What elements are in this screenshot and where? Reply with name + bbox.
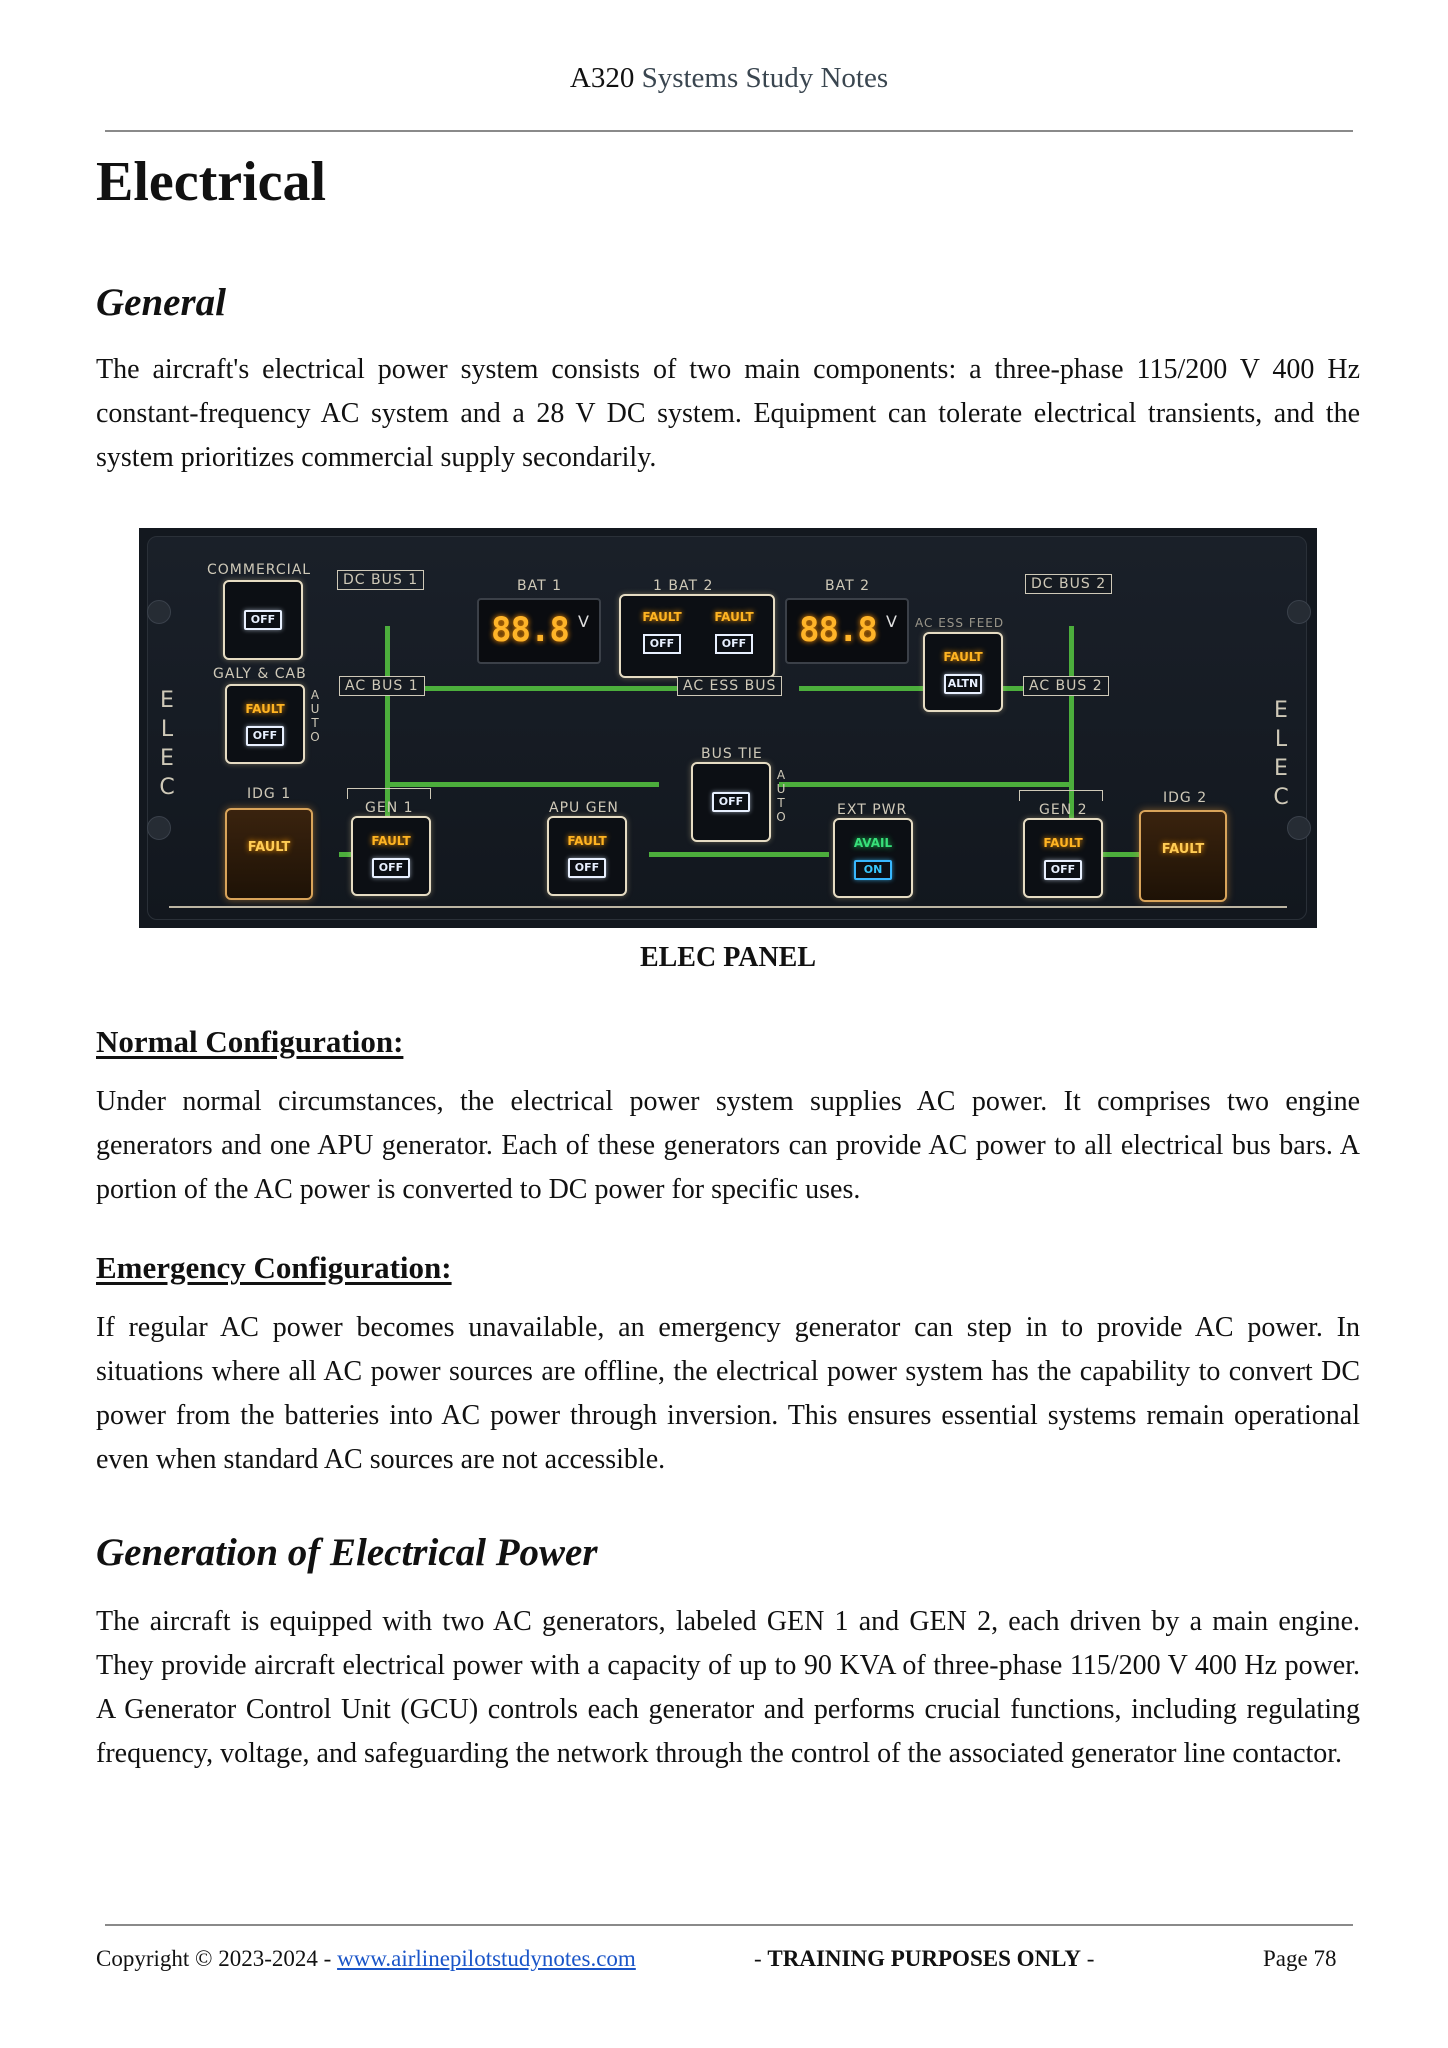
- gen-2-bracket: [1019, 790, 1103, 801]
- running-header: [105, 62, 1353, 95]
- footer-rule: [105, 1924, 1353, 1926]
- dc-bus-2-label: DC BUS 2: [1025, 574, 1112, 594]
- off-light: OFF: [372, 858, 410, 878]
- commercial-label: COMMERCIAL: [207, 562, 312, 578]
- ac-bus-2-label: AC BUS 2: [1023, 676, 1109, 696]
- auto-label-galy: AUTO: [310, 688, 320, 744]
- fault-light: FAULT: [245, 702, 285, 716]
- generation-paragraph: The aircraft is equipped with two AC generators, labeled GEN 1 and GEN 2, each driven by a main engine. They provide aircraft electrical power with a capacity of up to 90 KVA of three-phase 115/200 V 400 Hz power. A Generator Control Unit (GCU) controls each generator and performs crucial functions, including regulating frequency, voltage, and safeguarding the network through the control of the associated generator line contactor.: [96, 1606, 1360, 1769]
- commercial-pushbutton[interactable]: [223, 580, 303, 660]
- on-light: ON: [854, 860, 892, 880]
- idg-1-label: IDG 1: [247, 786, 292, 802]
- bat-1-pushbutton[interactable]: [631, 600, 693, 670]
- off-light: OFF: [1044, 860, 1082, 880]
- normal-paragraph: Under normal circumstances, the electrical power system supplies AC power. It comprises two engine generators and one APU generator. Each of these generators can provide AC power to all electrical bus bars. A portion of the AC power is converted to DC power for specific uses.: [96, 1086, 1360, 1205]
- elec-panel-image: [139, 528, 1317, 928]
- ext-pwr-pushbutton[interactable]: [833, 818, 913, 898]
- elec-side-label-right: [1271, 696, 1291, 812]
- fault-light: FAULT: [371, 834, 411, 848]
- ac-ess-feed-pushbutton[interactable]: [923, 632, 1003, 712]
- elec-side-label-text: ELEC: [159, 688, 175, 800]
- apu-ext-link: [649, 852, 829, 857]
- gen-2-label: GEN 2: [1039, 802, 1088, 818]
- website-link[interactable]: www.airlinepilotstudynotes.com: [337, 1946, 636, 1971]
- idg-2-guarded-pushbutton[interactable]: [1139, 810, 1227, 902]
- bus-tie-line-right: [779, 782, 1074, 787]
- section-heading-normal: Normal Configuration:: [96, 1024, 404, 1059]
- section-heading-emergency: Emergency Configuration:: [96, 1250, 452, 1285]
- footer-notice: [754, 1946, 1094, 1972]
- fault-light: FAULT: [714, 610, 754, 624]
- panel-screw: [147, 600, 171, 624]
- gen-1-label: GEN 1: [365, 800, 414, 816]
- section-heading-generation: Generation of Electrical Power: [96, 1531, 598, 1574]
- off-light: OFF: [715, 634, 753, 654]
- off-light: OFF: [643, 634, 681, 654]
- ac-ess-bus-label: AC ESS BUS: [677, 676, 782, 696]
- bat-pushbuttons-label: 1 BAT 2: [653, 578, 714, 594]
- auto-label-bus-tie: AUTO: [776, 768, 786, 824]
- bat-2-label: BAT 2: [825, 578, 871, 594]
- ac-ess-feed-label: AC ESS FEED: [915, 616, 1005, 630]
- apu-gen-label: APU GEN: [549, 800, 619, 816]
- panel-screw: [1287, 600, 1311, 624]
- panel-screw: [1287, 816, 1311, 840]
- fault-light: FAULT: [943, 650, 983, 664]
- notice-suffix: -: [1080, 1946, 1095, 1971]
- bus-line-ac-bus-1: [385, 686, 683, 691]
- fault-light: FAULT: [1161, 842, 1205, 857]
- bat-2-reading: 88.8: [799, 610, 877, 650]
- emergency-paragraph: If regular AC power becomes unavailable, an emergency generator can step in to provide AC power. In situations where all AC power sources are offline, the electrical power system has the capability to convert DC power from the batteries into AC power through inversion. This ensures essential systems remain operational even when standard AC sources are not accessible.: [96, 1312, 1360, 1475]
- gen-2-pushbutton[interactable]: [1023, 818, 1103, 898]
- apu-gen-pushbutton[interactable]: [547, 816, 627, 896]
- avail-light: AVAIL: [853, 836, 893, 850]
- bat-1-voltmeter: [477, 598, 601, 664]
- fault-light: FAULT: [642, 610, 682, 624]
- idg-1-guarded-pushbutton[interactable]: [225, 808, 313, 900]
- header-rule: [105, 130, 1353, 132]
- off-light: OFF: [712, 792, 750, 812]
- bus-tie-pushbutton[interactable]: [691, 762, 771, 842]
- panel-bottom-line: [169, 906, 1287, 908]
- bat-2-voltmeter: [785, 598, 909, 664]
- volt-unit: V: [578, 612, 589, 631]
- gen-1-bracket: [347, 788, 431, 799]
- figure-caption: ELEC PANEL: [639, 942, 817, 973]
- ac-bus-1-label: AC BUS 1: [339, 676, 425, 696]
- panel-screw: [147, 816, 171, 840]
- bus-tie-line-left: [385, 782, 659, 787]
- elec-side-label-left: [157, 686, 177, 802]
- fault-light: FAULT: [247, 840, 291, 855]
- off-light: OFF: [246, 726, 284, 746]
- page-title: Electrical: [96, 151, 327, 213]
- header-brand: A320: [569, 62, 635, 94]
- bus-tie-label: BUS TIE: [701, 746, 763, 762]
- bat-pushbutton-group: [619, 594, 775, 678]
- elec-side-label-text: ELEC: [1273, 698, 1289, 810]
- general-paragraph: The aircraft's electrical power system consists of two main components: a three-phase 115/200 V 400 Hz constant-frequency AC system and a 28 V DC system. Equipment can tolerate electrical transients, and the system prioritizes commercial supply secondarily.: [96, 354, 1360, 473]
- bat-1-label: BAT 1: [517, 578, 563, 594]
- notice-prefix: -: [754, 1946, 768, 1971]
- volt-unit: V: [886, 612, 897, 631]
- fault-light: FAULT: [567, 834, 607, 848]
- section-heading-general: General: [96, 281, 226, 324]
- header-subtitle: Systems Study Notes: [634, 62, 889, 94]
- dc-bus-1-label: DC BUS 1: [337, 570, 424, 590]
- bat-1-reading: 88.8: [491, 610, 569, 650]
- copyright-text: Copyright © 2023-2024 -: [96, 1946, 338, 1971]
- training-notice: TRAINING PURPOSES ONLY: [767, 1946, 1081, 1971]
- footer-copyright: [96, 1946, 636, 1972]
- idg-2-label: IDG 2: [1163, 790, 1208, 806]
- page-number: Page 78: [1263, 1946, 1337, 1971]
- altn-light: ALTN: [944, 674, 982, 694]
- off-light: OFF: [568, 858, 606, 878]
- galy-cab-label: GALY & CAB: [213, 666, 307, 682]
- ext-pwr-label: EXT PWR: [837, 802, 908, 818]
- fault-light: FAULT: [1043, 836, 1083, 850]
- bat-2-pushbutton[interactable]: [703, 600, 765, 670]
- gen-1-pushbutton[interactable]: [351, 816, 431, 896]
- galy-cab-pushbutton[interactable]: [225, 684, 305, 764]
- off-light: OFF: [244, 610, 282, 630]
